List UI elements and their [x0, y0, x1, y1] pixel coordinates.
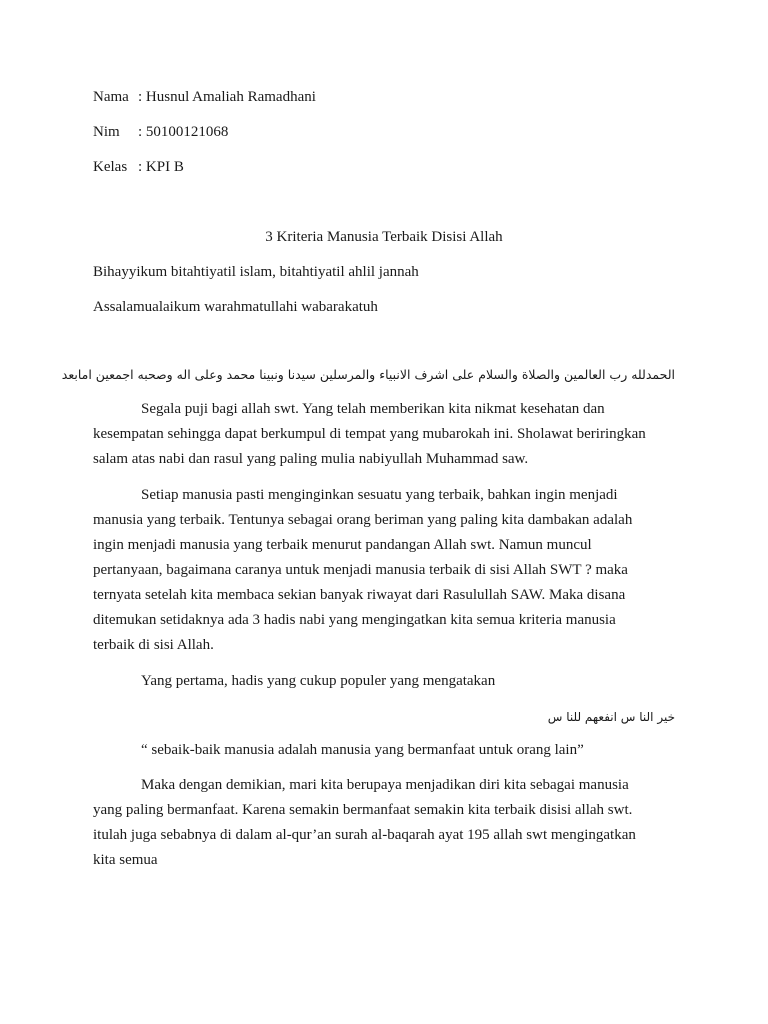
paragraph-line: salam atas nabi dan rasul yang paling mulia nabiyullah Muhammad saw.: [93, 451, 529, 467]
quote-line: “ sebaik-baik manusia adalah manusia yang bermanfaat untuk orang lain”: [141, 742, 584, 758]
hadith-translation-quote: [93, 738, 693, 763]
paragraph-line: ternyata setelah kita membaca sekian banyak riwayat dari Rasulullah SAW. Maka disana: [93, 587, 626, 603]
paragraph-line: ingin menjadi manusia yang terbaik menurut pandangan Allah swt. Namun muncul: [93, 537, 592, 553]
nim-value: : 50100121068: [138, 124, 229, 140]
document-title: 3 Kriteria Manusia Terbaik Disisi Allah: [265, 229, 503, 245]
paragraph-line: pertanyaan, bagaimana caranya untuk menjadi manusia terbaik di sisi Allah SWT ? maka: [93, 562, 628, 578]
paragraph-line: ditemukan setidaknya ada 3 hadis nabi yang mengingatkan kita semua kriteria manusia: [93, 612, 616, 628]
nim-label: Nim: [93, 124, 120, 140]
paragraph-1: [93, 397, 693, 472]
paragraph-line: terbaik di sisi Allah.: [93, 637, 214, 653]
paragraph-4: [93, 773, 693, 873]
name-label: Nama: [93, 89, 129, 105]
class-value: : KPI B: [138, 159, 184, 175]
paragraph-line: Maka dengan demikian, mari kita berupaya menjadikan diri kita sebagai manusia: [141, 777, 629, 793]
paragraph-line: kesempatan sehingga dapat berkumpul di tempat yang mubarokah ini. Sholawat beriringkan: [93, 426, 646, 442]
arabic-hadith: خير النا س انفعهم للنا س: [547, 710, 675, 724]
paragraph-line: Yang pertama, hadis yang cukup populer yang mengatakan: [141, 673, 496, 689]
paragraph-line: kita semua: [93, 852, 158, 868]
paragraph-line: Segala puji bagi allah swt. Yang telah memberikan kita nikmat kesehatan dan: [141, 401, 605, 417]
paragraph-line: yang paling bermanfaat. Karena semakin bermanfaat semakin kita terbaik disisi allah swt.: [93, 802, 633, 818]
name-value: : Husnul Amaliah Ramadhani: [138, 89, 316, 105]
arabic-opening: الحمدلله رب العالمين والصلاة والسلام على اشرف الانبياء والمرسلين سيدنا ونبينا محمد وعلى اله وصحبه اجمعين امابعد: [61, 367, 675, 382]
greeting-line-2: Assalamualaikum warahmatullahi wabarakatuh: [93, 299, 378, 315]
paragraph-line: manusia yang terbaik. Tentunya sebagai orang beriman yang paling kita dambakan adalah: [93, 512, 633, 528]
greeting-line-1: Bihayyikum bitahtiyatil islam, bitahtiyatil ahlil jannah: [93, 264, 419, 280]
paragraph-3: [93, 669, 693, 694]
paragraph-line: Setiap manusia pasti menginginkan sesuatu yang terbaik, bahkan ingin menjadi: [141, 487, 618, 503]
class-label: Kelas: [93, 159, 128, 175]
paragraph-line: itulah juga sebabnya di dalam al-qur’an surah al-baqarah ayat 195 allah swt mengingatkan: [93, 827, 636, 843]
paragraph-2: [93, 483, 693, 658]
